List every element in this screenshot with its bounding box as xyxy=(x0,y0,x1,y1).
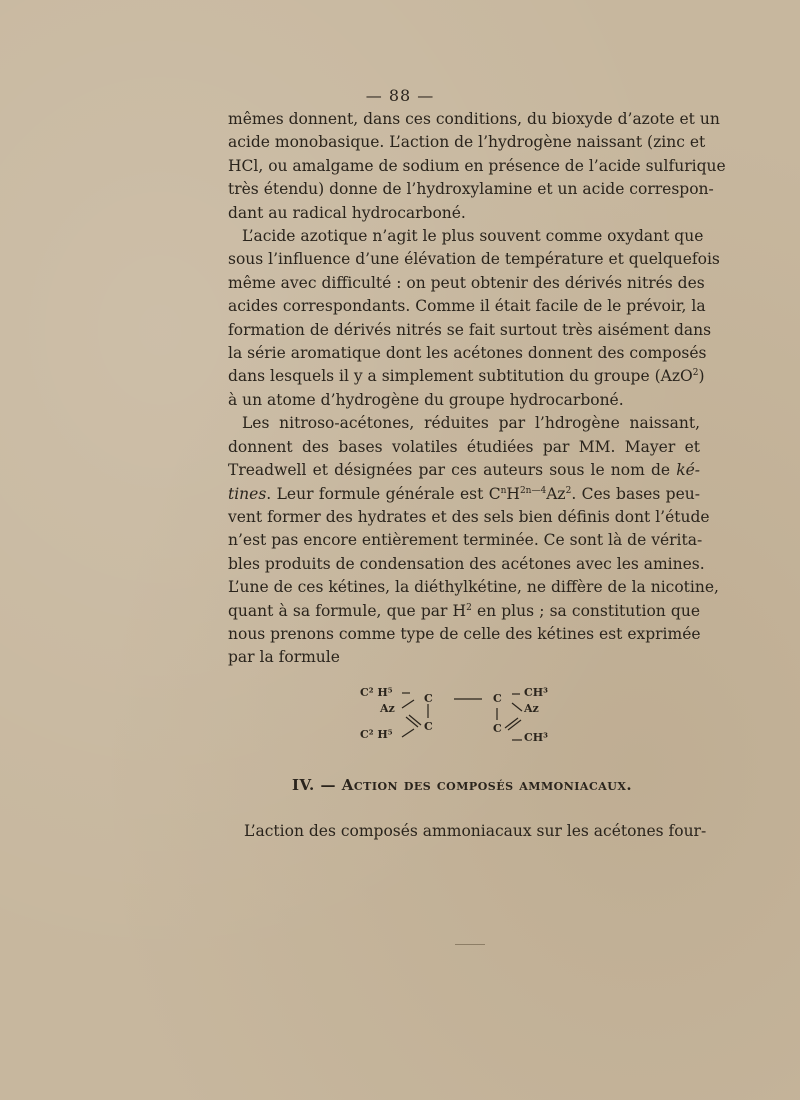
superscript: 2 xyxy=(466,602,472,613)
text-line: HCl, ou amalgame de sodium en présence de l’acide sulfurique xyxy=(228,156,726,175)
section-title: Action des composés ammoniacaux. xyxy=(341,776,633,794)
formula-c-left-top: C xyxy=(424,692,433,705)
text-line xyxy=(228,459,700,482)
formula-az-left: Az xyxy=(380,702,395,715)
text-fragment: Az xyxy=(546,484,566,503)
text-line: acide monobasique. L’action de l’hydrogène naissant (zinc et xyxy=(228,133,706,152)
text-line xyxy=(228,600,700,623)
section-dash: — xyxy=(320,776,336,794)
text-line xyxy=(228,365,705,388)
chemical-formula xyxy=(360,684,580,744)
text-line: par la formule xyxy=(228,648,340,667)
text-line: formation de dérivés nitrés se fait surtout très aisément dans xyxy=(228,320,712,339)
text-line: acides correspondants. Comme il était facile de le prévoir, la xyxy=(228,297,706,316)
superscript: 2n—4 xyxy=(519,485,547,496)
formula-c-right-bottom: C xyxy=(493,722,502,735)
text-fragment: en plus ; sa constitution que xyxy=(471,601,700,620)
text-line: à un atome d’hydrogène du groupe hydrocarboné. xyxy=(228,390,624,409)
text-fragment: dans lesquels il y a simplement subtitution du groupe (AzO xyxy=(228,367,693,386)
formula-c-right-top: C xyxy=(493,692,502,705)
text-fragment: ) xyxy=(698,367,705,386)
formula-c-left-mid: C xyxy=(424,720,433,733)
page-number: — 88 — xyxy=(365,86,435,105)
formula-az-right: Az xyxy=(524,702,539,715)
text-fragment: Treadwell et désignées par ces auteurs sous le nom de xyxy=(228,461,677,480)
text-line: dant au radical hydrocarboné. xyxy=(228,203,466,222)
text-line: Les nitroso-acétones, réduites par l’hdrogène naissant, xyxy=(242,414,700,433)
formula-ch3-bottom: CH³ xyxy=(524,731,548,744)
closing-text-line: L’action des composés ammoniacaux sur les acétones four- xyxy=(244,822,707,840)
text-line: très étendu) donne de l’hydroxylamine et un acide correspon- xyxy=(228,180,714,199)
italic-term: tines xyxy=(228,484,267,503)
text-line: bles produits de condensation des acétones avec les amines. xyxy=(228,554,705,573)
body-text xyxy=(228,108,726,670)
section-heading xyxy=(292,776,632,794)
text-line: n’est pas encore entièrement terminée. Ce sont là de vérita- xyxy=(228,531,703,550)
text-fragment: . Ces bases peu- xyxy=(571,484,700,503)
formula-c2h5-top: C² H⁵ xyxy=(360,686,393,699)
text-line xyxy=(228,483,700,506)
text-line: sous l’influence d’une élévation de température et quelquefois xyxy=(228,250,720,269)
section-numeral: IV. xyxy=(292,776,315,794)
text-line: L’une de ces kétines, la diéthylkétine, ne diffère de la nicotine, xyxy=(228,578,719,597)
text-line: la série aromatique dont les acétones donnent des composés xyxy=(228,344,707,363)
superscript: 2 xyxy=(565,485,572,496)
italic-term: ké- xyxy=(676,461,700,480)
text-line: donnent des bases volatiles étudiées par MM. Mayer et xyxy=(228,437,700,456)
text-line: vent former des hydrates et des sels bien définis dont l’étude xyxy=(228,507,710,526)
text-line: mêmes donnent, dans ces conditions, du bioxyde d’azote et un xyxy=(228,110,720,128)
text-fragment: H xyxy=(506,484,520,503)
formula-ch3-top: CH³ xyxy=(524,686,548,699)
text-line: même avec difficulté : on peut obtenir des dérivés nitrés des xyxy=(228,273,705,292)
formula-c2h5-bottom: C² H⁵ xyxy=(360,728,393,741)
superscript: n xyxy=(500,485,507,496)
text-fragment: quant à sa formule, que par H xyxy=(228,601,467,620)
superscript: 2 xyxy=(692,368,699,379)
text-fragment: . Leur formule générale est C xyxy=(266,484,501,503)
text-line: nous prenons comme type de celle des kétines est exprimée xyxy=(228,624,701,643)
text-line: L’acide azotique n’agit le plus souvent comme oxydant que xyxy=(242,227,704,246)
divider-rule xyxy=(455,944,485,945)
